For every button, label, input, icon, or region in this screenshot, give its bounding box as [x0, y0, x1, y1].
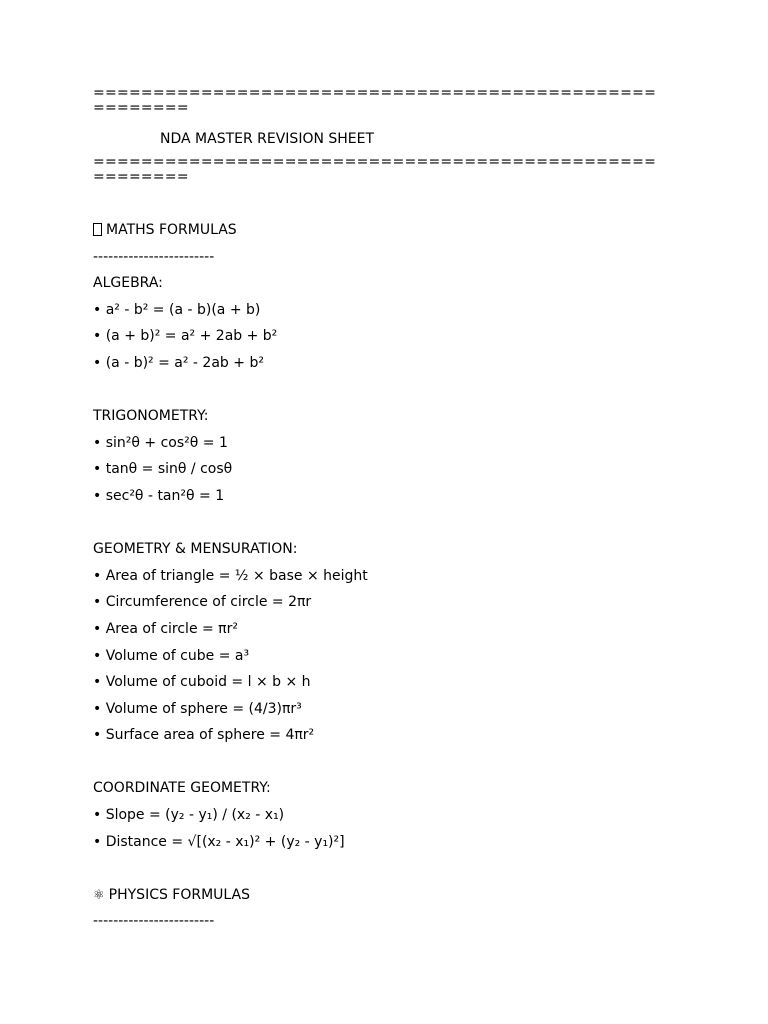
- trigonometry-label: TRIGONOMETRY:: [93, 408, 209, 425]
- list-item: • Volume of cuboid = l × b × h: [93, 674, 311, 691]
- list-item: • Volume of sphere = (4/3)πr³: [93, 700, 302, 717]
- maths-heading-label: MATHS FORMULAS: [106, 222, 237, 238]
- top-rule: =======================================================: [93, 85, 657, 116]
- list-item: • Distance = √[(x₂ - x₁)² + (y₂ - y₁)²]: [93, 833, 345, 850]
- maths-underline: ------------------------: [93, 248, 215, 265]
- spacer: [93, 855, 693, 882]
- physics-underline: ------------------------: [93, 913, 215, 930]
- list-item: • Volume of cube = a³: [93, 647, 250, 664]
- list-item: • tanθ = sinθ / cosθ: [93, 461, 233, 478]
- algebra-label: ALGEBRA:: [93, 275, 163, 292]
- page-title: NDA MASTER REVISION SHEET: [160, 131, 375, 147]
- list-item: • Area of circle = πr²: [93, 620, 238, 637]
- bottom-rule: =======================================================: [93, 154, 657, 185]
- spacer: [93, 749, 693, 776]
- list-item: • Circumference of circle = 2πr: [93, 594, 312, 611]
- list-item: • (a - b)² = a² - 2ab + b²: [93, 354, 264, 371]
- list-item: • Surface area of sphere = 4πr²: [93, 727, 315, 744]
- list-item: • sin²θ + cos²θ = 1: [93, 434, 228, 451]
- spacer: [93, 185, 693, 217]
- geometry-label: GEOMETRY & MENSURATION:: [93, 541, 298, 558]
- list-item: • Area of triangle = ½ × base × height: [93, 567, 368, 584]
- missing-glyph-box-icon: [93, 223, 102, 236]
- physics-heading-label: PHYSICS FORMULAS: [108, 886, 251, 903]
- spacer: [93, 510, 693, 537]
- coordinate-label: COORDINATE GEOMETRY:: [93, 780, 271, 797]
- physics-heading: [93, 882, 693, 909]
- list-item: • a² - b² = (a - b)(a + b): [93, 301, 261, 318]
- revision-sheet: [93, 86, 693, 935]
- list-item: • (a + b)² = a² + 2ab + b²: [93, 328, 278, 345]
- atom-icon: ⚛: [93, 887, 105, 903]
- spacer: [93, 377, 693, 404]
- list-item: • sec²θ - tan²θ = 1: [93, 487, 225, 504]
- list-item: • Slope = (y₂ - y₁) / (x₂ - x₁): [93, 807, 285, 824]
- maths-heading: [93, 217, 693, 244]
